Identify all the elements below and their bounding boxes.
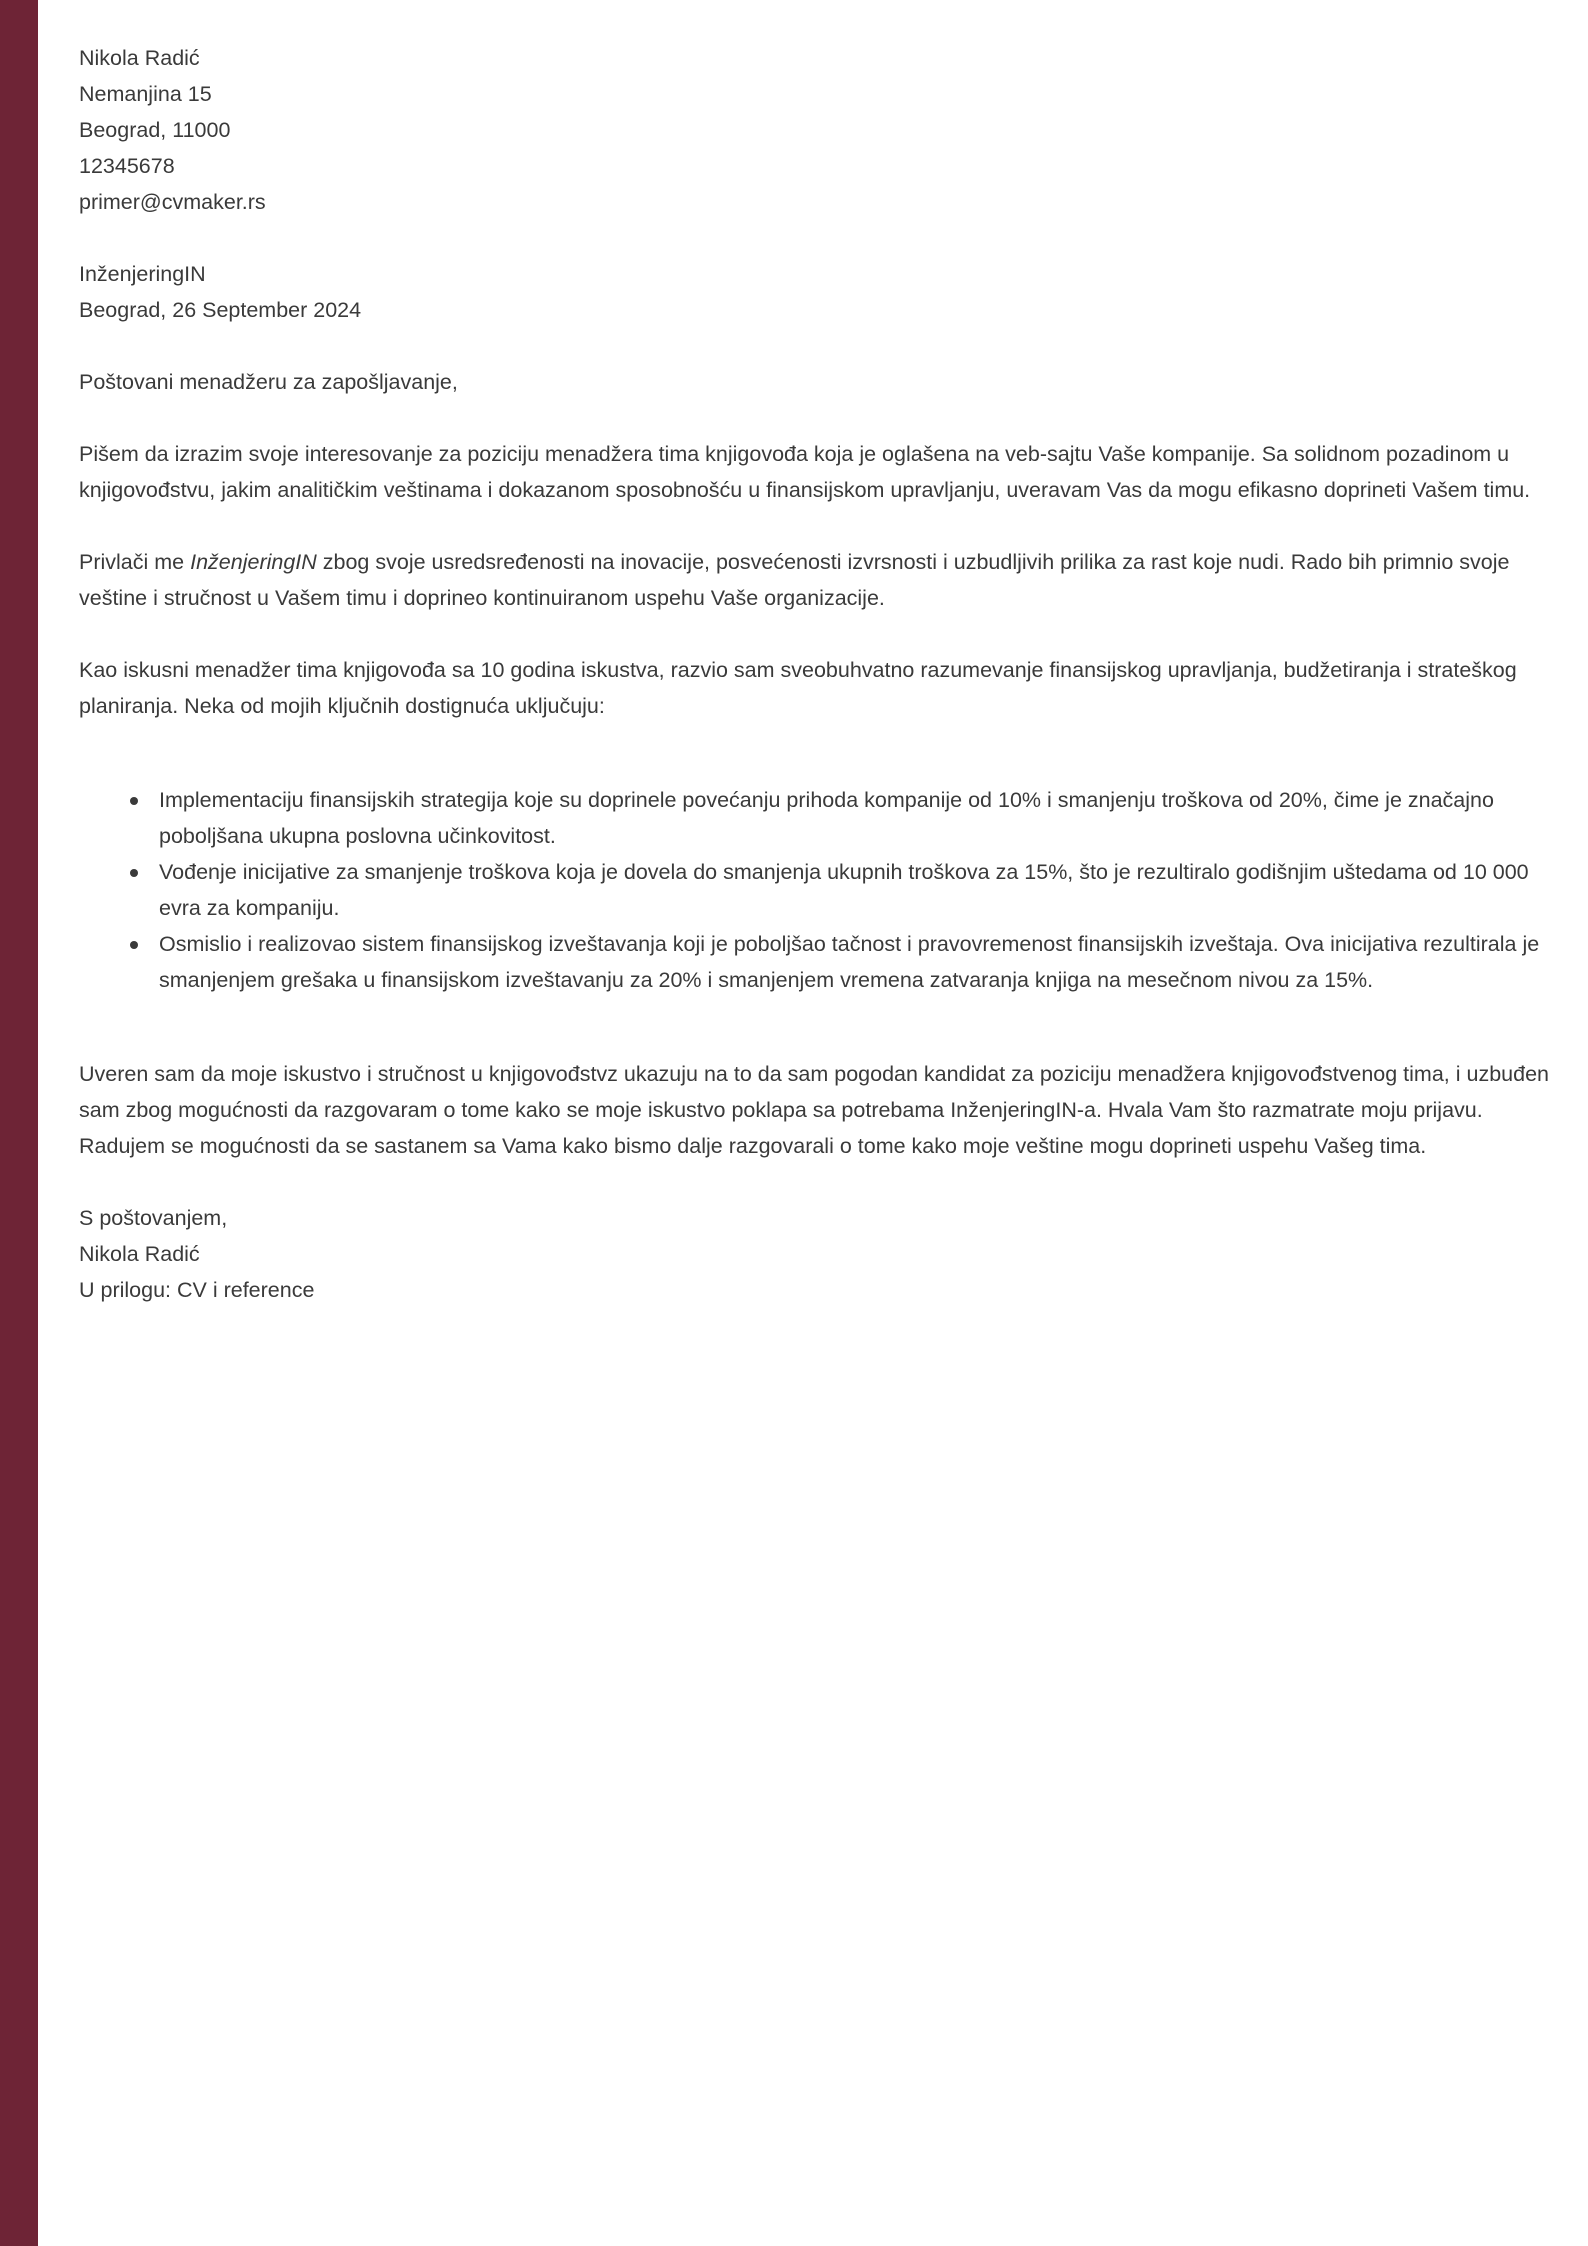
salutation: Poštovani menadžeru za zapošljavanje, xyxy=(79,370,458,394)
sender-name: Nikola Radić xyxy=(79,46,200,70)
paragraph-motivation-suffix: zbog svoje usredsređenosti na inovacije, posvećenosti izvrsnosti i uzbudljivih prilika za rast koje nudi. Rado bih primnio svoje veštine i stručnost u Vašem timu i doprineo kontinuiranom uspehu Vaše organizacije. xyxy=(79,550,1510,610)
sender-city: Beograd, 11000 xyxy=(79,118,231,142)
company-name-italic: InženjeringIN xyxy=(190,550,317,574)
signature-name: Nikola Radić xyxy=(79,1242,200,1266)
paragraph-experience: Kao iskusni menadžer tima knjigovođa sa 10 godina iskustva, razvio sam sveobuhvatno razumevanje finansijskog upravljanja, budžetiranja i strateškog planiranja. Neka od mojih ključnih dostignuća uključuju: xyxy=(79,658,1517,718)
sender-address xyxy=(79,40,1549,220)
achievements-list xyxy=(79,782,1549,998)
recipient-company: InženjeringIN xyxy=(79,262,206,286)
list-item: Implementaciju finansijskih strategija koje su doprinele povećanju prihoda kompanije od 10% i smanjenju troškova od 20%, čime je značajno poboljšana ukupna poslovna učinkovitost. xyxy=(159,782,1549,854)
attachments-note: U prilogu: CV i reference xyxy=(79,1278,315,1302)
recipient-block xyxy=(79,256,1549,328)
list-item: Osmislio i realizovao sistem finansijskog izveštavanja koji je poboljšao tačnost i pravovremenost finansijskih izveštaja. Ova inicijativa rezultirala je smanjenjem grešaka u finansijskom izveštavanju za 20% i smanjenjem vremena zatvaranja knjiga na mesečnom nivou za 15%. xyxy=(159,926,1549,998)
sender-phone: 12345678 xyxy=(79,154,175,178)
list-item: Vođenje inicijative za smanjenje troškova koja je dovela do smanjenja ukupnih troškova za 15%, što je rezultiralo godišnjim uštedama od 10 000 evra za kompaniju. xyxy=(159,854,1549,926)
paragraph-intro: Pišem da izrazim svoje interesovanje za poziciju menadžera tima knjigovođa koja je oglašena na veb-sajtu Vaše kompanije. Sa solidnom pozadinom u knjigovođstvu, jakim analitičkim veštinama i dokazanom sposobnošću u finansijskom upravljanju, uveravam Vas da mogu efikasno doprineti Vašem timu. xyxy=(79,442,1531,502)
accent-sidebar-bar xyxy=(0,0,38,2246)
closing-block xyxy=(79,1200,1549,1308)
cover-letter xyxy=(79,40,1549,1308)
paragraph-motivation xyxy=(79,544,1549,616)
paragraph-conclusion: Uveren sam da moje iskustvo i stručnost u knjigovođstvz ukazuju na to da sam pogodan kandidat za poziciju menadžera knjigovođstvenog tima, i uzbuđen sam zbog mogućnosti da razgovaram o tome kako se moje iskustvo poklapa sa potrebama InženjeringIN-a. Hvala Vam što razmatrate moju prijavu. Radujem se mogućnosti da se sastanem sa Vama kako bismo dalje razgovarali o tome kako moje veštine mogu doprineti uspehu Vašeg tima. xyxy=(79,1062,1549,1158)
sender-email: primer@cvmaker.rs xyxy=(79,190,266,214)
sender-street: Nemanjina 15 xyxy=(79,82,212,106)
paragraph-motivation-prefix: Privlači me xyxy=(79,550,191,574)
place-and-date: Beograd, 26 September 2024 xyxy=(79,298,362,322)
closing: S poštovanjem, xyxy=(79,1206,228,1230)
